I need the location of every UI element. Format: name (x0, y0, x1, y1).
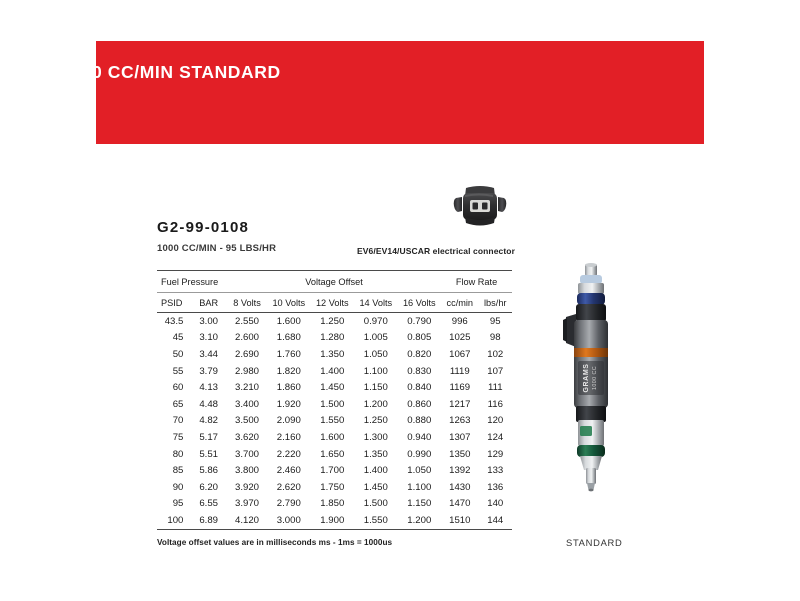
fuel-injector-icon (556, 262, 626, 532)
column-header-bar: BAR (190, 293, 227, 313)
cell-12v: 1.400 (320, 365, 345, 377)
cell-10v: 1.600 (276, 315, 301, 327)
cell-psid: 70 (172, 415, 184, 427)
cell-12v: 1.450 (320, 382, 345, 394)
cell-10v: 1.820 (276, 365, 301, 377)
cell-12v: 1.750 (320, 481, 345, 493)
cell-ccmin: 1470 (449, 498, 471, 510)
spec-table-wrapper (157, 270, 512, 530)
table-row (157, 396, 512, 413)
cell-14v: 0.970 (363, 315, 388, 327)
cell-16v: 0.990 (407, 448, 432, 460)
cell-8v: 3.400 (234, 398, 259, 410)
cell-12v: 1.250 (320, 315, 345, 327)
cell-12v: 1.900 (311, 512, 355, 529)
table-row (157, 346, 512, 363)
table-row (157, 512, 512, 529)
cell-16v: 1.200 (398, 512, 442, 529)
cell-10v: 2.790 (276, 498, 301, 510)
cell-8v: 3.210 (234, 382, 259, 394)
cell-ccmin: 1217 (449, 398, 471, 410)
cell-bar: 3.10 (199, 332, 218, 344)
cell-ccmin: 1430 (449, 481, 471, 493)
cell-12v: 1.700 (320, 465, 345, 477)
cell-14v: 1.400 (363, 465, 388, 477)
cell-bar: 4.13 (199, 382, 218, 394)
cell-lbshr: 129 (487, 448, 504, 460)
cell-16v: 0.820 (407, 348, 432, 360)
table-footnote: Voltage offset values are in milliseconds ms - 1ms = 1000us (157, 538, 393, 547)
cell-16v: 0.940 (407, 431, 432, 443)
svg-text:GRAMS: GRAMS (583, 363, 590, 393)
cell-psid: 85 (172, 465, 184, 477)
cell-10v: 3.000 (267, 512, 311, 529)
cell-12v: 1.350 (320, 348, 345, 360)
cell-14v: 1.200 (363, 398, 388, 410)
cell-lbshr: 102 (487, 348, 504, 360)
column-header-psid: PSID (157, 293, 190, 313)
table-row (157, 479, 512, 496)
cell-psid: 60 (172, 382, 184, 394)
cell-14v: 1.300 (363, 431, 388, 443)
cell-psid: 45 (172, 332, 184, 344)
cell-bar: 6.55 (199, 498, 218, 510)
cell-10v: 1.760 (276, 348, 301, 360)
table-row (157, 363, 512, 380)
cell-8v: 3.920 (234, 481, 259, 493)
injector-connector-icon (452, 184, 508, 230)
cell-10v: 2.620 (276, 481, 301, 493)
column-header-row (157, 293, 512, 313)
cell-bar: 3.79 (199, 365, 218, 377)
page-title: 1000 CC/MIN STANDARD (61, 62, 281, 82)
cell-psid: 65 (172, 398, 184, 410)
cell-10v: 2.220 (276, 448, 301, 460)
cell-12v: 1.500 (320, 398, 345, 410)
column-header-10-volts: 10 Volts (267, 293, 311, 313)
cell-bar: 4.82 (199, 415, 218, 427)
table-row (157, 429, 512, 446)
cell-8v: 3.970 (234, 498, 259, 510)
cell-14v: 1.450 (363, 481, 388, 493)
cell-8v: 2.600 (234, 332, 259, 344)
cell-psid: 55 (172, 365, 184, 377)
cell-14v: 1.150 (363, 382, 388, 394)
cell-psid: 90 (172, 481, 184, 493)
cell-lbshr: 124 (487, 431, 504, 443)
part-subtitle: 1000 CC/MIN - 95 LBS/HR (157, 243, 277, 254)
cell-ccmin: 1307 (449, 431, 471, 443)
cell-10v: 1.680 (276, 332, 301, 344)
cell-bar: 6.89 (190, 512, 227, 529)
cell-lbshr: 111 (487, 382, 503, 394)
cell-psid: 43.5 (164, 315, 184, 327)
header-banner (96, 41, 704, 144)
cell-ccmin: 1119 (449, 365, 470, 377)
cell-10v: 2.090 (276, 415, 301, 427)
cell-bar: 3.00 (199, 315, 218, 327)
cell-ccmin: 1169 (449, 382, 471, 394)
column-header-14-volts: 14 Volts (354, 293, 398, 313)
connector-caption: EV6/EV14/USCAR electrical connector (357, 246, 515, 256)
cell-10v: 1.920 (276, 398, 301, 410)
cell-14v: 1.005 (363, 332, 388, 344)
cell-ccmin: 1510 (441, 512, 478, 529)
cell-bar: 4.48 (199, 398, 218, 410)
group-header-voltage-offset: Voltage Offset (227, 271, 441, 293)
cell-16v: 0.880 (407, 415, 432, 427)
cell-14v: 1.350 (363, 448, 388, 460)
spec-table-head (157, 271, 512, 313)
cell-bar: 5.51 (199, 448, 218, 460)
injector-caption: STANDARD (566, 537, 623, 548)
cell-lbshr: 133 (487, 465, 504, 477)
cell-12v: 1.850 (320, 498, 345, 510)
cell-12v: 1.650 (320, 448, 345, 460)
cell-ccmin: 996 (451, 315, 468, 327)
cell-8v: 3.620 (234, 431, 259, 443)
cell-bar: 5.86 (199, 465, 218, 477)
column-header-16-volts: 16 Volts (398, 293, 442, 313)
cell-lbshr: 116 (487, 398, 503, 410)
cell-16v: 1.100 (407, 481, 432, 493)
table-row (157, 379, 512, 396)
cell-14v: 1.550 (354, 512, 398, 529)
group-header-flow-rate: Flow Rate (441, 271, 512, 293)
cell-ccmin: 1263 (449, 415, 471, 427)
cell-16v: 1.150 (407, 498, 432, 510)
cell-lbshr: 144 (479, 512, 512, 529)
cell-psid: 100 (157, 512, 190, 529)
cell-16v: 0.790 (407, 315, 432, 327)
cell-10v: 2.460 (276, 465, 301, 477)
cell-8v: 2.550 (234, 315, 259, 327)
cell-lbshr: 95 (489, 315, 501, 327)
column-header-8-volts: 8 Volts (227, 293, 267, 313)
cell-psid: 75 (172, 431, 184, 443)
cell-14v: 1.500 (363, 498, 388, 510)
column-header-12-volts: 12 Volts (311, 293, 355, 313)
cell-14v: 1.050 (363, 348, 388, 360)
cell-16v: 0.840 (407, 382, 432, 394)
cell-lbshr: 107 (487, 365, 504, 377)
cell-14v: 1.100 (363, 365, 388, 377)
cell-bar: 6.20 (199, 481, 218, 493)
cell-lbshr: 136 (487, 481, 504, 493)
cell-lbshr: 140 (487, 498, 504, 510)
table-row (157, 413, 512, 430)
group-header-row (157, 271, 512, 293)
cell-psid: 80 (172, 448, 184, 460)
cell-8v: 2.690 (234, 348, 259, 360)
cell-10v: 2.160 (276, 431, 301, 443)
cell-psid: 50 (172, 348, 184, 360)
table-row (157, 313, 512, 330)
cell-ccmin: 1025 (449, 332, 471, 344)
cell-12v: 1.600 (320, 431, 345, 443)
svg-text:1000 CC: 1000 CC (592, 365, 598, 391)
cell-ccmin: 1350 (449, 448, 471, 460)
cell-16v: 0.805 (407, 332, 432, 344)
cell-8v: 3.700 (234, 448, 259, 460)
cell-8v: 3.500 (234, 415, 259, 427)
cell-ccmin: 1392 (449, 465, 471, 477)
cell-16v: 0.830 (407, 365, 432, 377)
cell-bar: 3.44 (199, 348, 218, 360)
cell-12v: 1.550 (320, 415, 345, 427)
cell-12v: 1.280 (320, 332, 345, 344)
cell-16v: 1.050 (407, 465, 432, 477)
group-header-fuel-pressure: Fuel Pressure (157, 271, 227, 293)
spec-table (157, 270, 512, 530)
part-number: G2-99-0108 (157, 219, 250, 236)
column-header-lbshr: lbs/hr (479, 293, 512, 313)
table-row (157, 496, 512, 513)
cell-ccmin: 1067 (449, 348, 471, 360)
column-header-ccmin: cc/min (441, 293, 478, 313)
cell-lbshr: 98 (489, 332, 501, 344)
spec-table-body (157, 313, 512, 530)
table-row (157, 446, 512, 463)
cell-8v: 2.980 (234, 365, 259, 377)
cell-lbshr: 120 (487, 415, 504, 427)
table-row (157, 462, 512, 479)
cell-16v: 0.860 (407, 398, 432, 410)
cell-bar: 5.17 (199, 431, 218, 443)
cell-8v: 3.800 (234, 465, 259, 477)
cell-8v: 4.120 (227, 512, 267, 529)
cell-psid: 95 (172, 498, 184, 510)
cell-10v: 1.860 (276, 382, 301, 394)
cell-14v: 1.250 (363, 415, 388, 427)
table-row (157, 330, 512, 347)
